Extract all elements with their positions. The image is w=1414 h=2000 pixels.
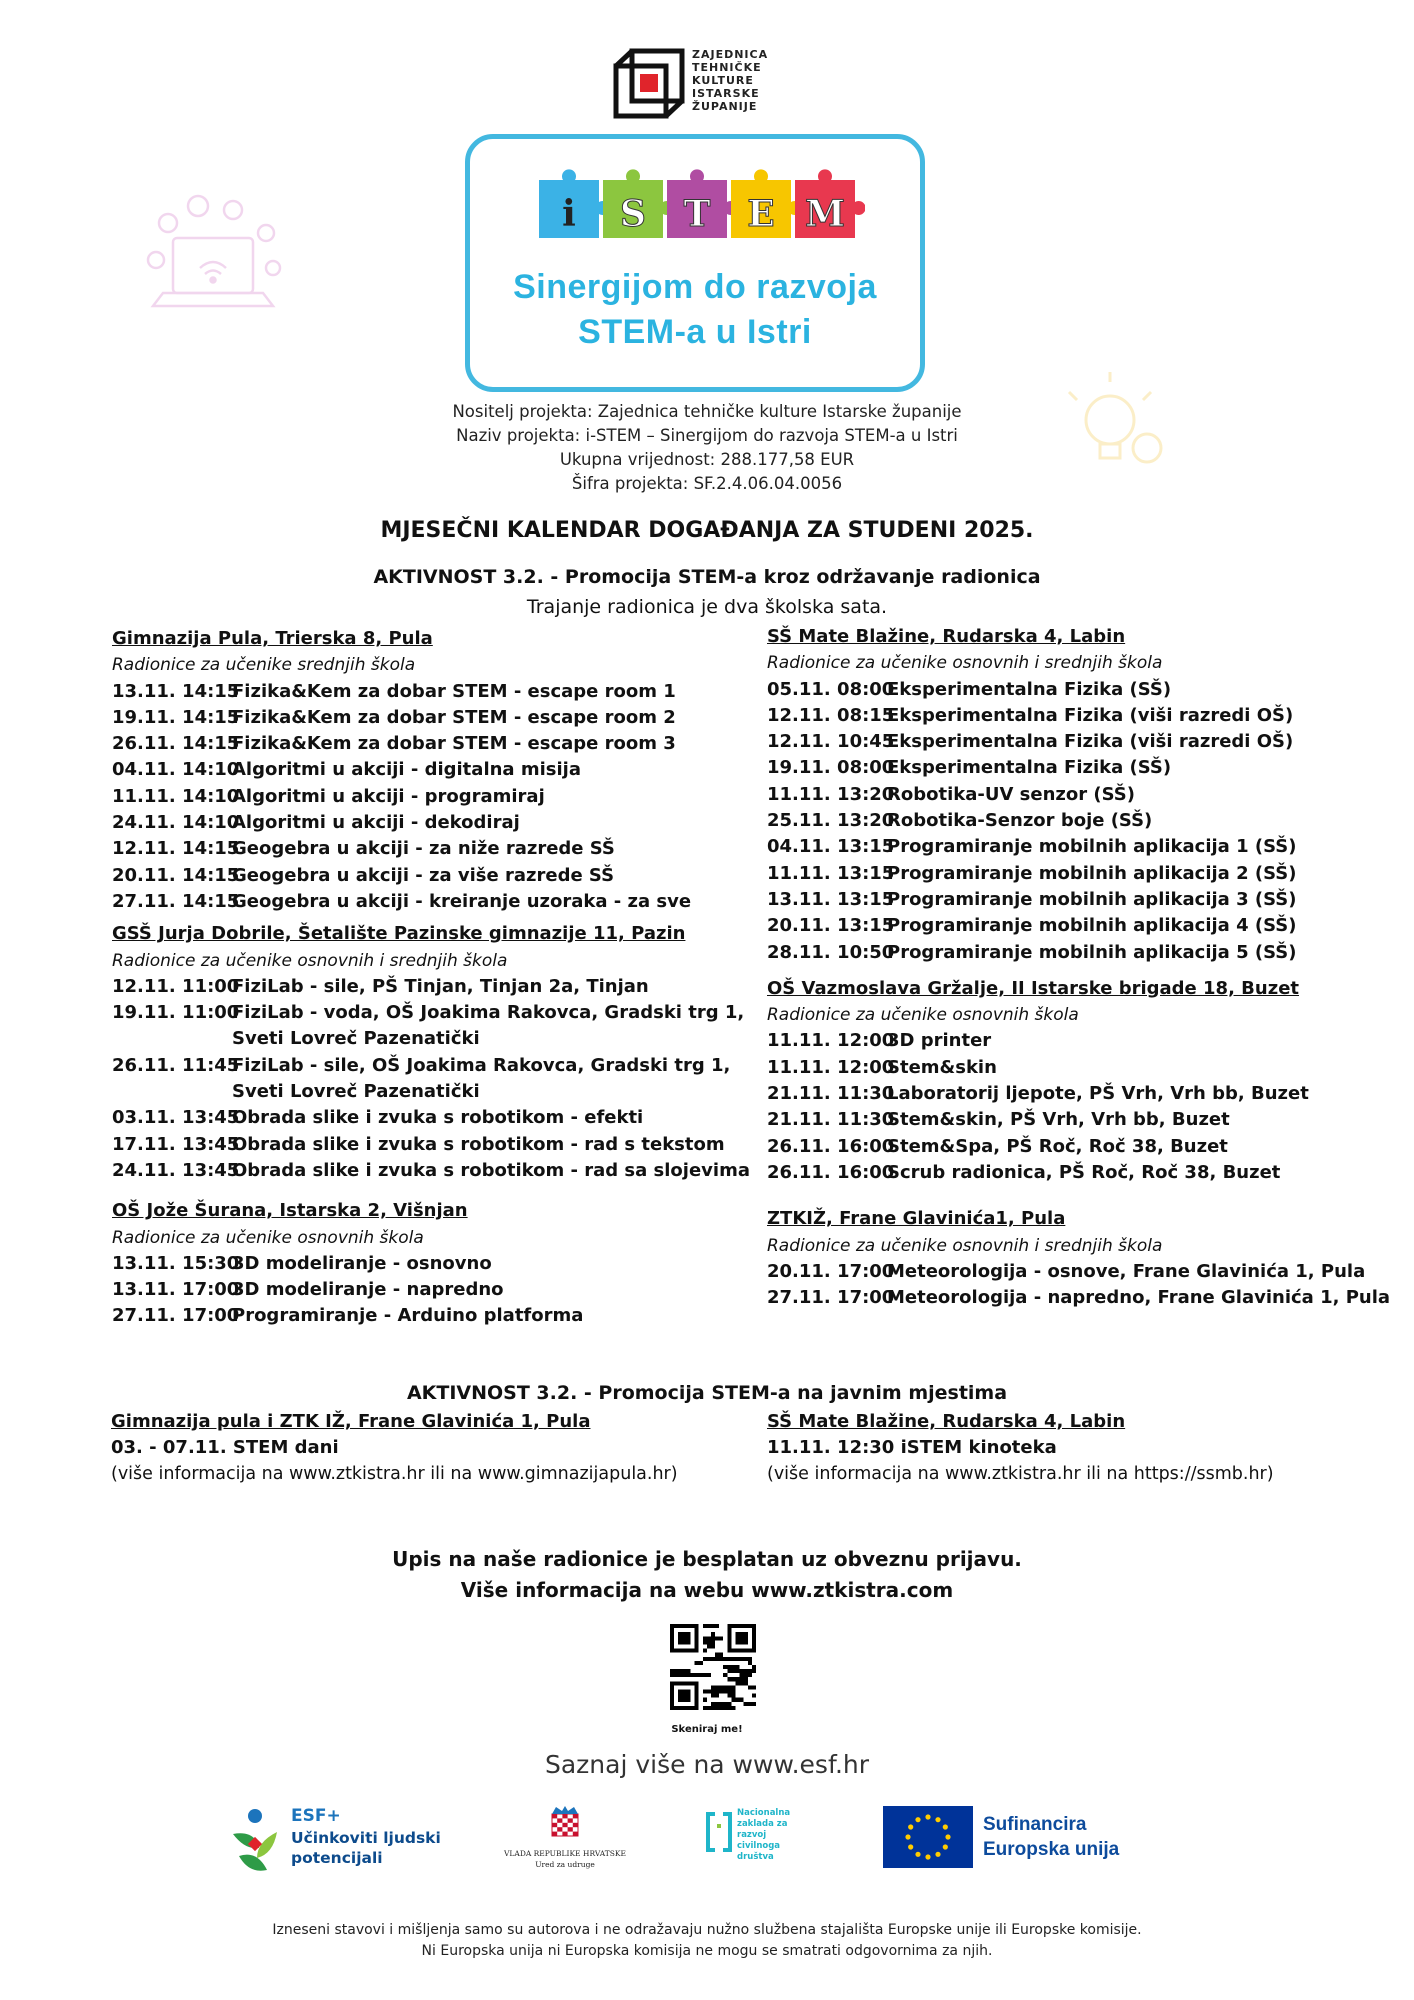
event-row [767, 834, 1377, 860]
government-label [500, 1848, 630, 1870]
activity1-heading: AKTIVNOST 3.2. - Promocija STEM-a kroz održavanje radionica [373, 566, 1041, 588]
event-title: 3D modeliranje - napredno [232, 1279, 504, 1301]
org-logo-line: KULTURE [692, 74, 754, 87]
event-title: Algoritmi u akciji - digitalna misija [232, 759, 581, 781]
event-row [112, 1303, 732, 1329]
event-line: 11.11. 12:30 iSTEM kinoteka [767, 1437, 1057, 1458]
event-title: Stem&skin, PŠ Vrh, Vrh bb, Buzet [887, 1109, 1230, 1131]
org-logo-line: ŽUPANIJE [692, 100, 758, 113]
event-row [767, 940, 1377, 966]
event-datetime: 11.11. 12:00 [767, 1030, 895, 1052]
activity1-subheading: Trajanje radionica je dva školska sata. [526, 596, 888, 618]
event-title: 3D printer [887, 1030, 992, 1052]
event-datetime: 27.11. 17:00 [112, 1305, 240, 1327]
location-block [767, 1206, 1391, 1311]
org-logo-line: TEHNIČKE [692, 61, 762, 74]
event-datetime: 26.11. 14:15 [112, 733, 240, 755]
org-logo-text [692, 48, 768, 113]
audience-note: Radionice za učenike osnovnih i srednjih škola [767, 653, 1163, 674]
event-datetime: 12.11. 10:45 [767, 731, 895, 753]
event-title: Fizika&Kem za dobar STEM - escape room 3 [232, 733, 676, 755]
org-logo [613, 48, 685, 120]
location-block [767, 624, 1377, 966]
event-row [112, 1105, 732, 1131]
event-title: Obrada slike i zvuka s robotikom - efekti [232, 1107, 644, 1129]
activity2-right-block [767, 1409, 1387, 1487]
event-title: Algoritmi u akciji - dekodiraj [232, 812, 520, 834]
project-name: Naziv projekta: i-STEM – Sinergijom do razvoja STEM-a u Istri [456, 426, 958, 445]
event-datetime: 17.11. 13:45 [112, 1133, 240, 1155]
location-block [112, 1198, 732, 1329]
event-title: Stem&Spa, PŠ Roč, Roč 38, Buzet [887, 1135, 1228, 1157]
event-title: Programiranje mobilnih aplikacija 5 (SŠ) [887, 941, 1297, 963]
event-title-continuation: Sveti Lovreč Pazenatički [232, 1081, 480, 1103]
event-row [767, 1160, 1377, 1186]
event-title: FiziLab - voda, OŠ Joakima Rakovca, Gradski trg 1, [232, 1002, 745, 1024]
event-datetime: 04.11. 13:15 [767, 836, 895, 858]
croatian-coat-of-arms-icon [550, 1806, 580, 1842]
event-datetime: 24.11. 14:10 [112, 812, 240, 834]
event-title: Geogebra u akciji - za niže razrede SŠ [232, 838, 615, 860]
event-row [767, 887, 1377, 913]
eu-cofunding-line: Europska unija [983, 1839, 1120, 1860]
event-title: Eksperimentalna Fizika (viši razredi OŠ) [887, 704, 1294, 726]
event-row [112, 1277, 732, 1303]
event-title: Meteorologija - napredno, Frane Glavinića 1, Pula [887, 1287, 1391, 1309]
event-datetime: 25.11. 13:20 [767, 810, 895, 832]
event-row [112, 889, 732, 915]
audience-note: Radionice za učenike osnovnih škola [767, 1005, 1079, 1026]
left-schedule-column [112, 626, 750, 1330]
istem-puzzle-logo [535, 168, 865, 246]
eu-star [925, 1814, 930, 1819]
event-datetime: 11.11. 13:20 [767, 783, 895, 805]
project-tagline-2: STEM-a u Istri [578, 313, 812, 351]
event-row [112, 1158, 750, 1184]
event-row [767, 677, 1377, 703]
eu-cofunding-logo [883, 1806, 1153, 1872]
event-row [767, 1134, 1377, 1160]
event-datetime: 11.11. 14:10 [112, 785, 240, 807]
project-value: Ukupna vrijednost: 288.177,58 EUR [559, 450, 855, 469]
location-heading: SŠ Mate Blažine, Rudarska 4, Labin [767, 626, 1126, 647]
eu-flag-icon [883, 1806, 973, 1868]
event-row [112, 810, 732, 836]
event-title: Eksperimentalna Fizika (viši razredi OŠ) [887, 731, 1294, 753]
event-row [112, 974, 732, 1000]
event-title: Geogebra u akciji - za više razrede SŠ [232, 864, 615, 886]
event-title-continuation: Sveti Lovreč Pazenatički [232, 1028, 480, 1050]
eu-star [908, 1844, 913, 1849]
event-datetime: 26.11. 16:00 [767, 1161, 895, 1183]
eu-star [925, 1854, 930, 1859]
event-datetime: 11.11. 13:15 [767, 862, 895, 884]
puzzle-letter: S [620, 193, 646, 235]
location-heading: ZTKIŽ, Frane Glavinića1, Pula [767, 1208, 1066, 1230]
event-datetime: 13.11. 14:15 [112, 680, 240, 702]
event-datetime: 19.11. 08:00 [767, 757, 895, 779]
government-logo [500, 1806, 630, 1876]
puzzle-piece [667, 169, 738, 238]
project-code: Šifra projekta: SF.2.4.06.04.0056 [571, 474, 843, 493]
government-office: Ured za udruge [535, 1860, 595, 1869]
event-title: Stem&skin [887, 1056, 997, 1078]
event-datetime: 12.11. 08:15 [767, 704, 895, 726]
government-name: VLADA REPUBLIKE HRVATSKE [504, 1849, 626, 1858]
activity2-left-block [111, 1409, 731, 1487]
event-row [112, 757, 732, 783]
esf-program-name [291, 1828, 441, 1868]
disclaimer-line: Ni Europska unija ni Europska komisija ne mogu se smatrati odgovornima za njih. [421, 1943, 993, 1959]
event-title: Meteorologija - osnove, Frane Glavinića 1, Pula [887, 1260, 1366, 1282]
event-title: Obrada slike i zvuka s robotikom - rad s tekstom [232, 1133, 725, 1155]
event-row [767, 1081, 1377, 1107]
cube-logo-icon [613, 48, 685, 120]
event-row [767, 755, 1377, 781]
event-title: Geogebra u akciji - kreiranje uzoraka - za sve [232, 890, 692, 912]
event-datetime: 20.11. 13:15 [767, 915, 895, 937]
info-note: (više informacija na www.ztkistra.hr ili na https://ssmb.hr) [767, 1464, 1274, 1484]
audience-note: Radionice za učenike osnovnih i srednjih škola [767, 1235, 1163, 1256]
eu-cofunding-label [983, 1812, 1119, 1862]
event-row [767, 861, 1377, 887]
event-title: Programiranje - Arduino platforma [232, 1305, 584, 1327]
eu-star [935, 1817, 940, 1822]
event-title: Scrub radionica, PŠ Roč, Roč 38, Buzet [887, 1161, 1281, 1183]
eu-star [935, 1852, 940, 1857]
event-datetime: 20.11. 17:00 [767, 1260, 895, 1282]
event-title: Programiranje mobilnih aplikacija 1 (SŠ) [887, 836, 1297, 858]
qr-code-icon [670, 1624, 756, 1710]
event-datetime: 28.11. 10:50 [767, 941, 895, 963]
puzzle-piece [795, 169, 865, 238]
event-title: Programiranje mobilnih aplikacija 2 (SŠ) [887, 862, 1297, 884]
event-datetime: 04.11. 14:10 [112, 759, 240, 781]
event-row [767, 808, 1377, 834]
location-heading: Gimnazija Pula, Trierska 8, Pula [112, 628, 433, 649]
event-title: Fizika&Kem za dobar STEM - escape room 1 [232, 680, 676, 702]
event-row [112, 1132, 732, 1158]
event-title: Obrada slike i zvuka s robotikom - rad sa slojevima [232, 1159, 750, 1181]
event-datetime: 26.11. 11:45 [112, 1054, 240, 1076]
foundation-logo [705, 1806, 815, 1876]
esf-plus-label: ESF+ [291, 1806, 341, 1826]
esf-mark-icon [225, 1806, 285, 1876]
event-datetime: 12.11. 11:00 [112, 975, 240, 997]
foundation-line: civilnoga [737, 1841, 781, 1851]
event-row [112, 1251, 732, 1277]
org-logo-line: ISTARSKE [692, 87, 760, 100]
event-title: 3D modeliranje - osnovno [232, 1252, 492, 1274]
event-datetime: 20.11. 14:15 [112, 864, 240, 886]
eu-disclaimer [0, 1920, 1414, 1962]
event-datetime: 13.11. 17:00 [112, 1279, 240, 1301]
esf-logo [225, 1806, 445, 1876]
foundation-label [737, 1808, 790, 1863]
event-row [112, 731, 732, 757]
qr-code[interactable] [670, 1624, 756, 1710]
puzzle-piece [731, 169, 802, 238]
event-row [767, 1055, 1377, 1081]
location-heading: SŠ Mate Blažine, Rudarska 4, Labin [767, 1411, 1126, 1432]
qr-caption: Skeniraj me! [671, 1724, 743, 1735]
event-datetime: 03.11. 13:45 [112, 1107, 240, 1129]
foundation-line: zaklada za [737, 1819, 788, 1829]
event-line: 03. - 07.11. STEM dani [111, 1437, 339, 1458]
laptop-decoration-icon [138, 188, 288, 348]
event-datetime: 12.11. 14:15 [112, 838, 240, 860]
event-row [112, 1000, 745, 1026]
event-title: Laboratorij ljepote, PŠ Vrh, Vrh bb, Buzet [887, 1083, 1309, 1105]
foundation-line: društva [737, 1852, 774, 1862]
event-datetime: 19.11. 14:15 [112, 706, 240, 728]
event-title: Robotika-UV senzor (SŠ) [887, 783, 1135, 805]
eu-star [905, 1834, 910, 1839]
disclaimer-line: Izneseni stavovi i mišljenja samo su autorova i ne odražavaju nužno službena stajališta Europske unije ili Europske komisije. [272, 1922, 1142, 1938]
event-row [112, 784, 732, 810]
event-datetime: 21.11. 11:30 [767, 1083, 895, 1105]
puzzle-letter: M [805, 193, 845, 235]
event-title: Fizika&Kem za dobar STEM - escape room 2 [232, 706, 676, 728]
activity2-heading: AKTIVNOST 3.2. - Promocija STEM-a na javnim mjestima [406, 1382, 1008, 1404]
signup-notice [0, 1544, 1414, 1606]
project-info [0, 400, 1414, 496]
event-row [767, 1107, 1377, 1133]
puzzle-piece [603, 169, 674, 238]
puzzle-piece [539, 169, 610, 238]
event-row [767, 1285, 1391, 1311]
event-datetime: 19.11. 11:00 [112, 1002, 240, 1024]
event-row [767, 729, 1377, 755]
foundation-line: razvoj [737, 1830, 767, 1840]
event-row [767, 1028, 1377, 1054]
event-row [767, 913, 1377, 939]
signup-line-1: Upis na naše radionice je besplatan uz obveznu prijavu. [392, 1547, 1022, 1571]
signup-line-2: Više informacija na webu www.ztkistra.com [460, 1578, 954, 1602]
event-datetime: 05.11. 08:00 [767, 678, 895, 700]
eu-star [945, 1834, 950, 1839]
event-datetime: 11.11. 12:00 [767, 1056, 895, 1078]
location-block [112, 921, 750, 1184]
eu-star [908, 1824, 913, 1829]
event-datetime: 26.11. 16:00 [767, 1135, 895, 1157]
event-row [767, 703, 1377, 729]
event-row [767, 1259, 1377, 1285]
foundation-line: Nacionalna [737, 1808, 791, 1818]
eu-star [943, 1844, 948, 1849]
event-title: Eksperimentalna Fizika (SŠ) [887, 757, 1172, 779]
event-datetime: 27.11. 14:15 [112, 890, 240, 912]
page-title: MJESEČNI KALENDAR DOGAĐANJA ZA STUDENI 2025. [380, 518, 1034, 543]
event-datetime: 24.11. 13:45 [112, 1159, 240, 1181]
event-row [112, 679, 732, 705]
puzzle-letter: E [747, 193, 775, 235]
event-datetime: 13.11. 13:15 [767, 888, 895, 910]
location-heading: Gimnazija pula i ZTK IŽ, Frane Glavinića 1, Pula [111, 1411, 591, 1432]
event-title: FiziLab - sile, PŠ Tinjan, Tinjan 2a, Tinjan [232, 975, 649, 997]
event-title: Eksperimentalna Fizika (SŠ) [887, 678, 1172, 700]
esf-program-line: potencijali [291, 1849, 383, 1867]
istem-puzzle-icon [535, 168, 865, 248]
bracket-logo-icon [705, 1810, 733, 1854]
event-datetime: 13.11. 15:30 [112, 1252, 240, 1274]
eu-star [943, 1824, 948, 1829]
audience-note: Radionice za učenike osnovnih i srednjih škola [112, 950, 508, 971]
esf-program-line: Učinkoviti ljudski [291, 1829, 441, 1847]
event-title: FiziLab - sile, OŠ Joakima Rakovca, Gradski trg 1, [232, 1054, 731, 1076]
puzzle-letter: i [562, 193, 576, 235]
location-heading: OŠ Jože Šurana, Istarska 2, Višnjan [112, 1200, 468, 1222]
org-logo-line: ZAJEDNICA [692, 48, 769, 61]
info-note: (više informacija na www.ztkistra.hr ili na www.gimnazijapula.hr) [111, 1464, 678, 1484]
location-heading: OŠ Vazmoslava Gržalje, II Istarske brigade 18, Buzet [767, 977, 1300, 999]
event-row [767, 782, 1377, 808]
location-heading: GSŠ Jurja Dobrile, Šetalište Pazinske gimnazije 11, Pazin [112, 923, 686, 945]
event-title: Algoritmi u akciji - programiraj [232, 785, 545, 807]
audience-note: Radionice za učenike osnovnih škola [112, 1227, 424, 1248]
event-row [112, 836, 732, 862]
eu-star [915, 1852, 920, 1857]
event-row [112, 863, 732, 889]
event-datetime: 27.11. 17:00 [767, 1287, 895, 1309]
project-tagline-1: Sinergijom do razvoja [513, 268, 877, 306]
location-block [767, 976, 1377, 1186]
right-schedule-column [767, 624, 1391, 1311]
event-datetime: 21.11. 11:30 [767, 1109, 895, 1131]
event-title: Programiranje mobilnih aplikacija 4 (SŠ) [887, 915, 1297, 937]
eu-cofunding-line: Sufinancira [983, 1814, 1087, 1835]
location-block [112, 626, 732, 915]
event-title: Robotika-Senzor boje (SŠ) [887, 810, 1153, 832]
puzzle-letter: T [683, 193, 711, 235]
event-title: Programiranje mobilnih aplikacija 3 (SŠ) [887, 888, 1297, 910]
esf-link[interactable]: Saznaj više na www.esf.hr [544, 1750, 870, 1779]
event-row [112, 705, 732, 731]
eu-star [915, 1817, 920, 1822]
audience-note: Radionice za učenike srednjih škola [112, 655, 416, 676]
project-holder: Nositelj projekta: Zajednica tehničke kulture Istarske županije [452, 402, 962, 421]
event-row [112, 1053, 732, 1079]
